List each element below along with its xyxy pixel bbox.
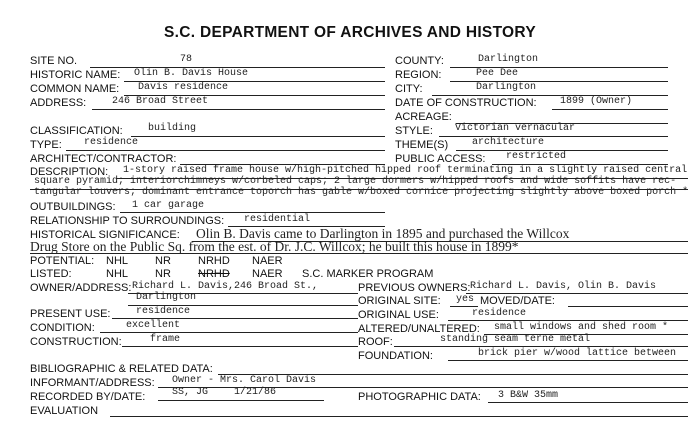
- potential-nhl: NHL: [106, 255, 129, 267]
- county-label: COUNTY:: [395, 55, 444, 67]
- themes-label: THEME(S): [395, 139, 449, 151]
- photographic-line: [488, 402, 688, 403]
- condition-value: excellent: [126, 320, 181, 331]
- evaluation-line: [110, 416, 688, 417]
- outbuildings-line: [120, 212, 385, 213]
- present-use-line: [112, 318, 358, 319]
- description-line-1: 1-story raised frame house w/high-pitched hipped roof terminating in a slightly raised central: [123, 165, 688, 176]
- original-site-line: [450, 306, 478, 307]
- owner-address-label: OWNER/ADDRESS:: [30, 282, 132, 294]
- outbuildings-value: 1 car garage: [132, 200, 205, 211]
- city-label: CITY:: [395, 83, 423, 95]
- historical-significance-line-2: Drug Store on the Public Sq. from the est. of Dr. J.C. Willcox; he built this house in 1899*: [30, 239, 519, 254]
- informant-label: INFORMANT/ADDRESS:: [30, 377, 155, 389]
- architect-label: ARCHITECT/CONTRACTOR:: [30, 153, 177, 165]
- region-label: REGION:: [395, 69, 442, 81]
- photographic-value: 3 B&W 35mm: [498, 390, 559, 401]
- historical-significance-rule-2: [30, 253, 688, 254]
- description-rule-1: [116, 178, 688, 179]
- roof-label: ROOF:: [358, 336, 393, 348]
- marker-program-label: S.C. MARKER PROGRAM: [302, 268, 434, 280]
- previous-owners-value: Richard L. Davis, Olin B. Davis: [470, 281, 657, 292]
- condition-label: CONDITION:: [30, 322, 95, 334]
- relationship-value: residential: [244, 214, 311, 225]
- themes-value: architecture: [472, 137, 545, 148]
- style-value: Victorian vernacular: [455, 123, 576, 134]
- style-label: STYLE:: [395, 125, 433, 137]
- page-title: S.C. DEPARTMENT OF ARCHIVES AND HISTORY: [164, 24, 536, 41]
- construction-label: CONSTRUCTION:: [30, 336, 122, 348]
- recorded-by-line: [158, 400, 324, 401]
- acreage-label: ACREAGE:: [395, 111, 452, 123]
- altered-label: ALTERED/UNALTERED:: [358, 323, 480, 335]
- address-label: ADDRESS:: [30, 97, 87, 109]
- address-value: 246 Broad Street: [112, 96, 209, 107]
- potential-naer: NAER: [252, 255, 283, 267]
- public-access-value: restricted: [506, 151, 567, 162]
- informant-value: Owner - Mrs. Carol Davis: [172, 375, 317, 386]
- site-no-value: 78: [180, 54, 193, 65]
- original-use-value: residence: [472, 308, 527, 319]
- listed-label: LISTED:: [30, 268, 72, 280]
- historic-name-value: Olin B. Davis House: [134, 68, 249, 79]
- description-line-2: square pyramid; interiorchimneys w/corbeled caps; 2 large dormers w/hipped roofs and wide soffits have rec-: [34, 176, 677, 187]
- historic-name-label: HISTORIC NAME:: [30, 69, 121, 81]
- site-no-label: SITE NO.: [30, 55, 78, 67]
- original-site-label: ORIGINAL SITE:: [358, 295, 441, 307]
- listed-nhl: NHL: [106, 268, 129, 280]
- historical-significance-label: HISTORICAL SIGNIFICANCE:: [30, 229, 180, 241]
- foundation-label: FOUNDATION:: [358, 350, 433, 362]
- altered-value: small windows and shed room *: [494, 322, 669, 333]
- common-name-label: COMMON NAME:: [30, 83, 120, 95]
- recorded-date-value: 1/21/86: [234, 387, 277, 398]
- description-line-3: tangular louvers; dominant entrance toporch has gable w/boxed cornice projecting slightly above boxed porch *: [34, 187, 689, 198]
- relationship-label: RELATIONSHIP TO SURROUNDINGS:: [30, 215, 225, 227]
- present-use-value: residence: [136, 306, 191, 317]
- owner-address-line-1: Richard L. Davis,246 Broad St.,: [132, 281, 319, 292]
- construction-value: frame: [150, 334, 181, 345]
- present-use-label: PRESENT USE:: [30, 308, 111, 320]
- county-value: Darlington: [478, 54, 539, 65]
- historical-significance-line-1: Olin B. Davis came to Darlington in 1895 and purchased the Willcox: [196, 226, 570, 241]
- date-of-construction-label: DATE OF CONSTRUCTION:: [395, 97, 537, 109]
- roof-line: [394, 346, 688, 347]
- listed-nrhd: NRHD: [198, 268, 230, 280]
- common-name-value: Davis residence: [138, 82, 229, 93]
- original-use-line: [448, 320, 688, 321]
- previous-owners-line: [466, 293, 688, 294]
- classification-label: CLASSIFICATION:: [30, 125, 123, 137]
- potential-label: POTENTIAL:: [30, 255, 95, 267]
- construction-line: [122, 346, 358, 347]
- type-label: TYPE:: [30, 139, 62, 151]
- region-value: Pee Dee: [476, 68, 519, 79]
- original-use-label: ORIGINAL USE:: [358, 309, 439, 321]
- foundation-line: [448, 360, 688, 361]
- classification-line: [131, 136, 385, 137]
- potential-nrhd: NRHD: [198, 255, 230, 267]
- moved-date-label: MOVED/DATE:: [480, 295, 555, 307]
- owner-address-line-2: Darlington: [136, 292, 197, 303]
- previous-owners-label: PREVIOUS OWNERS:: [358, 282, 471, 294]
- description-label: DESCRIPTION:: [30, 166, 109, 178]
- potential-nr: NR: [155, 255, 171, 267]
- recorded-by-label: RECORDED BY/DATE:: [30, 391, 146, 403]
- city-value: Darlington: [476, 82, 537, 93]
- recorded-by-value: SS, JG: [172, 387, 209, 398]
- date-of-construction-line: [552, 109, 668, 110]
- classification-value: building: [148, 123, 197, 134]
- roof-value: standing seam terne metal: [440, 334, 591, 345]
- moved-date-line: [568, 306, 688, 307]
- photographic-label: PHOTOGRAPHIC DATA:: [358, 391, 481, 403]
- description-rule-2: [30, 189, 688, 190]
- type-line: [66, 150, 385, 151]
- listed-nr: NR: [155, 268, 171, 280]
- foundation-value: brick pier w/wood lattice between: [478, 348, 677, 359]
- address-line: [92, 109, 385, 110]
- date-of-construction-value: 1899 (Owner): [560, 96, 633, 107]
- bibliographic-label: BIBLIOGRAPHIC & RELATED DATA:: [30, 363, 213, 375]
- type-value: residence: [84, 137, 139, 148]
- city-line: [432, 95, 668, 96]
- listed-naer: NAER: [252, 268, 283, 280]
- original-site-value: yes: [456, 294, 475, 305]
- public-access-label: PUBLIC ACCESS:: [395, 153, 486, 165]
- owner-address-rule-1: [128, 293, 358, 294]
- condition-line: [100, 332, 358, 333]
- evaluation-label: EVALUATION: [30, 405, 99, 417]
- outbuildings-label: OUTBUILDINGS:: [30, 201, 116, 213]
- historical-significance-rule-1: [192, 241, 688, 242]
